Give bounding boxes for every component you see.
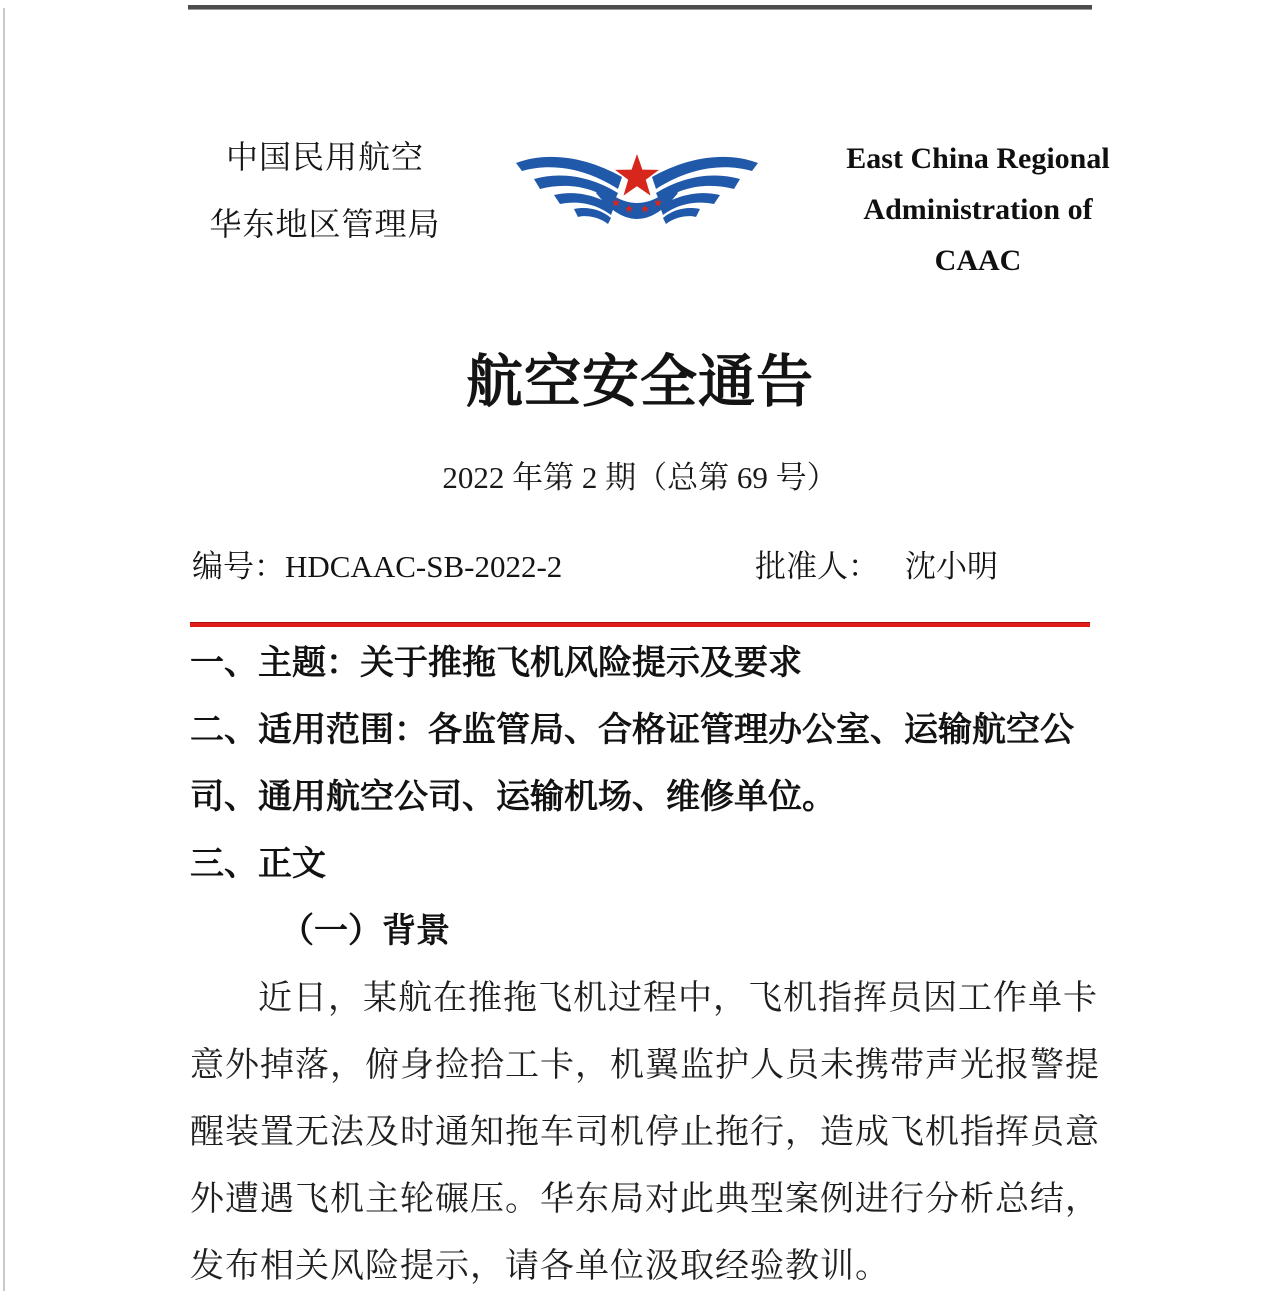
- org-name-en-line3: CAAC: [934, 244, 1022, 277]
- approver-group: [755, 541, 998, 586]
- org-name-en-line1: East China Regional: [846, 142, 1110, 175]
- top-border-line: [188, 5, 1092, 10]
- doc-number-label: 编号：: [192, 549, 285, 584]
- document-title: 航空安全通告: [466, 350, 814, 414]
- body-line-3: 醒装置无法及时通知拖车司机停止拖行，造成飞机指挥员意: [190, 1114, 1100, 1151]
- approver-name: 沈小明: [905, 549, 998, 584]
- bulletin-body: [190, 630, 1102, 1291]
- body-line-5: 发布相关风险提示，请各单位汲取经验教训。: [190, 1248, 890, 1285]
- caac-logo-icon: [512, 147, 762, 232]
- section-3-heading: 三、正文: [190, 845, 326, 883]
- org-name-en: [818, 133, 1138, 286]
- body-line-2: 意外掉落，俯身捡拾工卡，机翼监护人员未携带声光报警提: [190, 1047, 1100, 1084]
- doc-number-value: HDCAAC-SB-2022-2: [285, 549, 563, 584]
- org-name-cn-line1: 中国民用航空: [225, 139, 424, 175]
- org-name-en-line2: Administration of: [863, 193, 1093, 226]
- org-name-cn-line2: 华东地区管理局: [209, 206, 441, 242]
- page-edge-line: [3, 8, 5, 1291]
- section-2-heading-line1: 二、适用范围：各监管局、合格证管理办公室、运输航空公: [190, 711, 1074, 749]
- approver-label: 批准人：: [755, 549, 879, 584]
- red-divider-line: [190, 622, 1090, 627]
- body-line-1: 近日，某航在推拖飞机过程中，飞机指挥员因工作单卡: [258, 980, 1098, 1017]
- issue-number: 2022 年第 2 期（总第 69 号）: [442, 460, 838, 495]
- doc-number-group: [192, 541, 562, 586]
- doc-meta-row: [190, 541, 1090, 584]
- body-line-4: 外遭遇飞机主轮碾压。华东局对此典型案例进行分析总结，: [190, 1181, 1100, 1218]
- section-1-heading: 一、主题：关于推拖飞机风险提示及要求: [190, 644, 802, 682]
- subsection-background-heading: （一）背景: [280, 912, 450, 950]
- section-2-heading-line2: 司、通用航空公司、运输机场、维修单位。: [190, 778, 836, 816]
